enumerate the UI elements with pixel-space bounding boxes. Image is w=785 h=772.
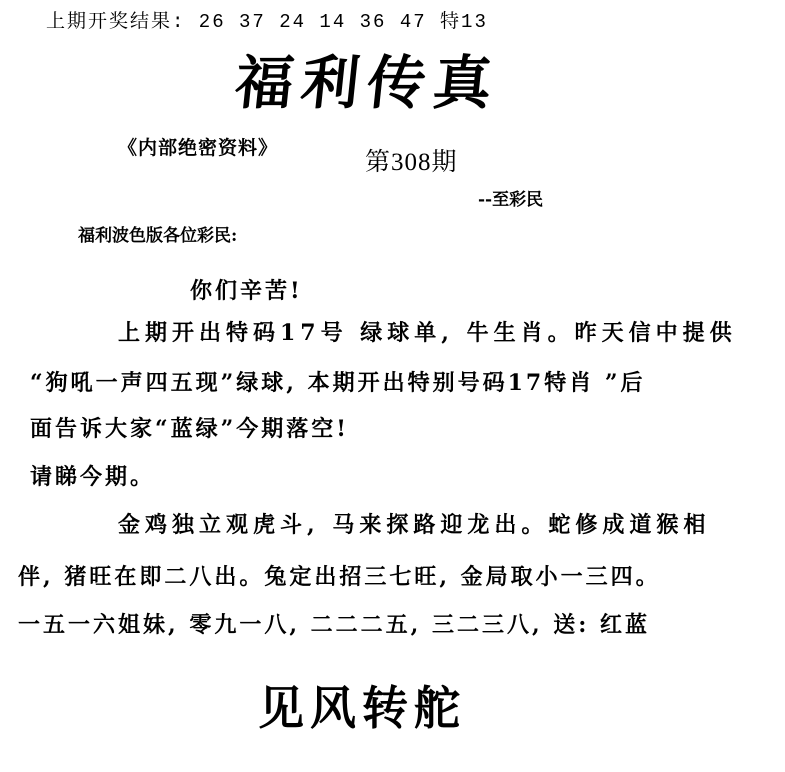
last-draw-result: 上期开奖结果: 26 37 24 14 36 47 特13 [46, 11, 488, 33]
body-line-6: 金鸡独立观虎斗, 马来探路迎龙出。蛇修成道猴相 [118, 512, 711, 538]
subtitle: 《内部绝密资料》 [118, 137, 279, 159]
closing-phrase: 见风转舵 [258, 681, 466, 735]
signature: --至彩民 [478, 190, 544, 210]
body-line-5: 请睇今期。 [30, 464, 156, 490]
body-line-1: 你们辛苦! [190, 278, 303, 304]
body-line-8: 一五一六姐妹, 零九一八, 二二二五, 三二三八, 送: 红蓝 [18, 612, 651, 638]
greeting: 福利波色版各位彩民: [78, 226, 238, 246]
body-line-2: 上期开出特码17号 绿球单, 牛生肖。昨天信中提供 [118, 320, 737, 346]
body-line-7: 伴, 猪旺在即二八出。兔定出招三七旺, 金局取小一三四。 [18, 564, 661, 590]
body-line-4: 面告诉大家“蓝绿”今期落空! [30, 416, 349, 442]
body-line-3: “狗吼一声四五现”绿球, 本期开出特别号码17特肖 ”后 [30, 370, 646, 396]
issue-number: 第308期 [365, 149, 458, 176]
page-title: 福利传真 [231, 49, 504, 117]
